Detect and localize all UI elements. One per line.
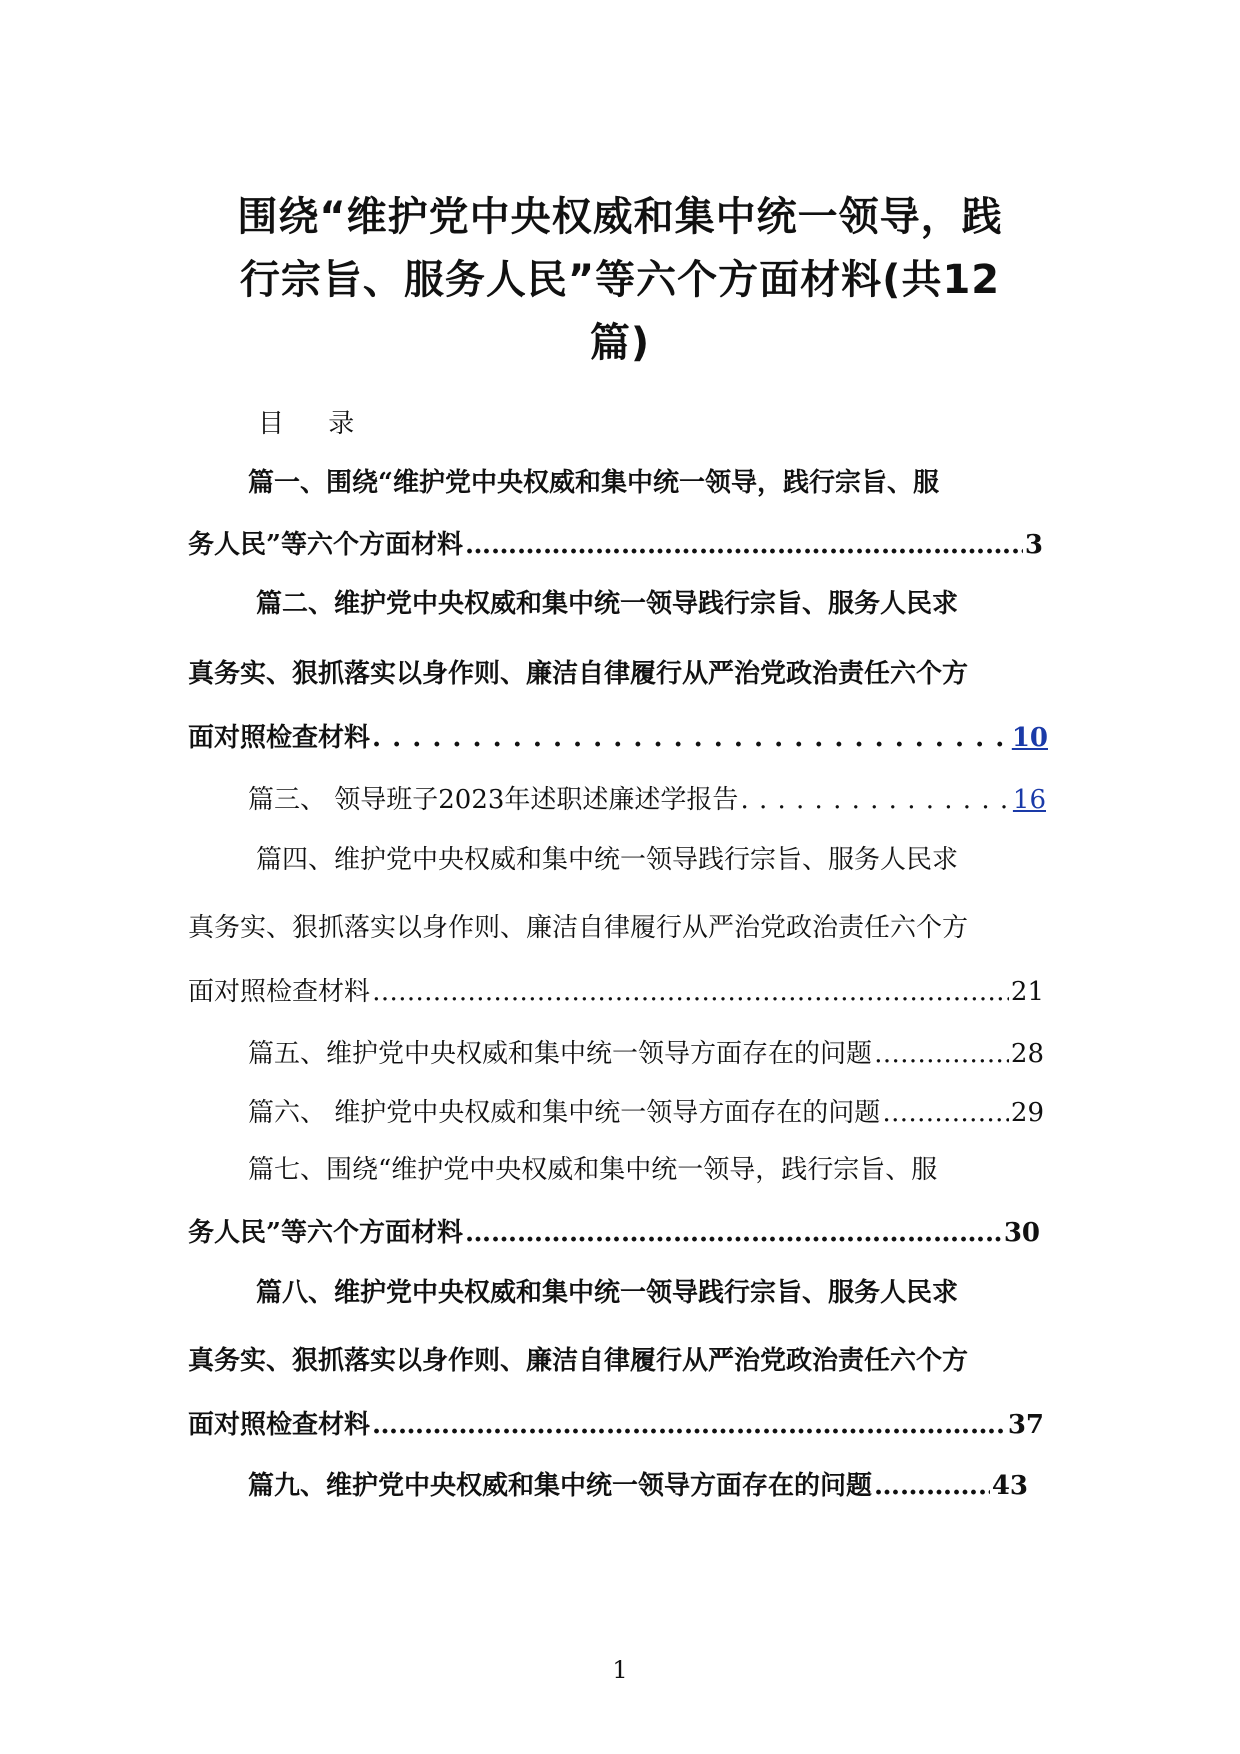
toc-page-link[interactable]: 16 xyxy=(1012,785,1046,815)
toc-entry-4-line-2[interactable]: 真务实、狠抓落实以身作则、廉洁自律履行从严治党政治责任六个方 xyxy=(188,913,969,943)
toc-leader xyxy=(740,780,1010,820)
toc-page-number: 43 xyxy=(991,1471,1028,1501)
toc-entry-8-line-3[interactable]: 面对照检查材料 …………………………………………………………………………………………………………………………………………………………………… 37 xyxy=(188,1405,1044,1445)
toc-entry-1-line-2[interactable]: 务人民”等六个方面材料 …………………………………………………………………………………………………………………………………………………………………… 3 xyxy=(188,525,1043,565)
toc-page-number: 28 xyxy=(1010,1039,1044,1069)
toc-heading: 目 录 xyxy=(258,409,373,439)
toc-leader xyxy=(465,1213,1002,1253)
toc-entry-2-line-1[interactable]: 篇二、维护党中央权威和集中统一领导践行宗旨、服务人民求 xyxy=(256,589,959,619)
toc-leader xyxy=(372,1405,1006,1445)
toc-leader xyxy=(874,1466,990,1506)
document-title xyxy=(150,186,1090,375)
toc-entry-2-line-2[interactable]: 真务实、狠抓落实以身作则、廉洁自律履行从严治党政治责任六个方 xyxy=(188,659,969,689)
toc-entry-4-line-1[interactable]: 篇四、维护党中央权威和集中统一领导践行宗旨、服务人民求 xyxy=(256,845,959,875)
toc-entry-7-line-1[interactable]: 篇七、围绕“维护党中央权威和集中统一领导，践行宗旨、服 xyxy=(248,1155,938,1185)
toc-page-number: 21 xyxy=(1010,977,1044,1007)
title-line: 行宗旨、服务人民”等六个方面材料(共12 xyxy=(239,257,1001,303)
toc-entry-8-line-1[interactable]: 篇八、维护党中央权威和集中统一领导践行宗旨、服务人民求 xyxy=(256,1278,959,1308)
toc-leader xyxy=(372,972,1009,1012)
toc-entry-5[interactable]: 篇五、维护党中央权威和集中统一领导方面存在的问题 …………………………………………………………………………………………………………………………………………………………………… 28 xyxy=(248,1034,1044,1074)
toc-entry-2-line-3[interactable]: 面对照检查材料 . . . 10 xyxy=(188,718,1048,758)
title-line: 围绕“维护党中央权威和集中统一领导，践 xyxy=(237,194,1003,240)
title-line: 篇) xyxy=(589,320,651,366)
toc-page-number: 3 xyxy=(1024,530,1043,560)
toc-entry-6[interactable]: 篇六、 维护党中央权威和集中统一领导方面存在的问题 …………………………………………………………………………………………………………………………………………………………………… 29 xyxy=(248,1093,1044,1133)
toc-entry-1-line-1[interactable]: 篇一、围绕“维护党中央权威和集中统一领导，践行宗旨、服 xyxy=(248,468,939,498)
toc-entry-3[interactable]: 篇三、 领导班子2023年述职述廉述学报告 . . . 16 xyxy=(248,780,1046,820)
toc-entry-7-line-2[interactable]: 务人民”等六个方面材料 …………………………………………………………………………………………………………………………………………………………………… 30 xyxy=(188,1213,1040,1253)
toc-leader xyxy=(372,718,1010,758)
page-number: 1 xyxy=(612,1656,628,1684)
toc-entry-8-line-2[interactable]: 真务实、狠抓落实以身作则、廉洁自律履行从严治党政治责任六个方 xyxy=(188,1346,969,1376)
toc-entry-9[interactable]: 篇九、维护党中央权威和集中统一领导方面存在的问题 …………………………………………………………………………………………………………………………………………………………………… 43 xyxy=(248,1466,1028,1506)
toc-entry-4-line-3[interactable]: 面对照检查材料 …………………………………………………………………………………………………………………………………………………………………… 21 xyxy=(188,972,1044,1012)
toc-page-number: 30 xyxy=(1003,1218,1040,1248)
toc-leader xyxy=(874,1034,1009,1074)
toc-leader xyxy=(882,1093,1009,1133)
toc-page-number: 37 xyxy=(1007,1410,1044,1440)
toc-page-link[interactable]: 10 xyxy=(1011,723,1048,753)
toc-page-number: 29 xyxy=(1010,1098,1044,1128)
toc-leader xyxy=(465,525,1023,565)
